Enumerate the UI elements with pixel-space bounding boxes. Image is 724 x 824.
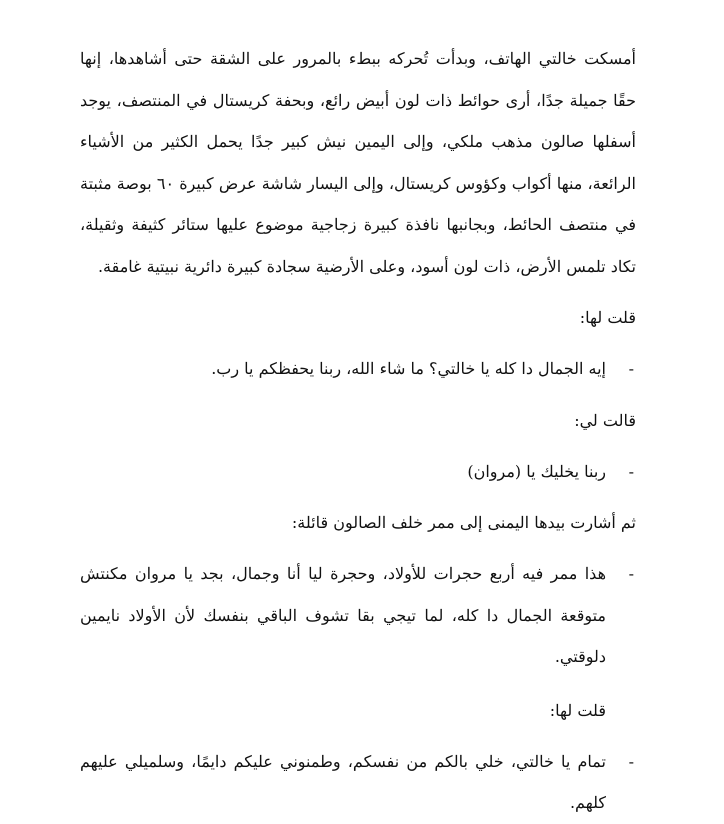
spacer (80, 492, 636, 502)
dialogue-line (80, 451, 636, 493)
narrative-paragraph: أمسكت خالتي الهاتف، وبدأت تُحركه ببطء بالمرور على الشقة حتى أشاهدها، إنها حقًا جميلة جدًا، أرى حوائط ذات لون أبيض رائع، وبحفة كريستال في المنتصف، يوجد أسفلها صالون مذهب ملكي، وإلى اليمين نيش كبير جدًا يحمل الكثير من الأشياء الرائعة، منها أكواب وكؤوس كريستال، وإلى اليسار شاشة عرض كبيرة ٦٠ بوصة مثبتة في منتصف الحائط، وبجانبها نافذة كبيرة زجاجية موضوع عليها ستائر كثيفة وثقيلة، تكاد تلمس الأرض، ذات لون أسود، وعلى الأرضية سجادة كبيرة دائرية نبيتية غامقة. (80, 49, 637, 276)
speaker-label: قالت لي: (574, 410, 636, 430)
speaker-label: قلت لها: (549, 700, 606, 720)
spacer (80, 390, 636, 400)
dialogue-dash: - (628, 564, 634, 583)
dialogue-dash: - (628, 751, 634, 771)
spacer (80, 543, 636, 553)
spacer (80, 338, 636, 348)
dialogue-line (80, 348, 636, 390)
dialogue-text: إيه الجمال دا كله يا خالتي؟ ما شاء الله، ربنا يحفظكم يا رب. (211, 359, 606, 378)
document-page (80, 38, 636, 824)
dialogue-text: ربنا يخليك يا (مروان) (467, 461, 606, 481)
speaker-label: قلت لها: (579, 308, 636, 327)
dialogue-text: هذا ممر فيه أربع حجرات للأولاد، وحجرة ليا أنا وجمال، بجد يا مروان مكنتش متوقعة الجمال دا كله، لما تيجي بقا تشوف الباقي بنفسك لأن الأولاد نايمين دلوقتي. (80, 564, 606, 666)
spacer (80, 441, 636, 451)
narration-line: ثم أشارت بيدها اليمنى إلى ممر خلف الصالون قائلة: (291, 513, 636, 532)
dialogue-dash: - (628, 359, 634, 378)
dialogue-line (80, 741, 636, 824)
dialogue-line (80, 553, 636, 678)
spacer (80, 731, 636, 741)
spacer (80, 678, 636, 690)
dialogue-dash: - (628, 461, 634, 481)
spacer (80, 287, 636, 297)
dialogue-text: تمام يا خالتي، خلي بالكم من نفسكم، وطمنوني عليكم دايمًا، وسلميلي عليهم كلهم. (80, 751, 606, 812)
